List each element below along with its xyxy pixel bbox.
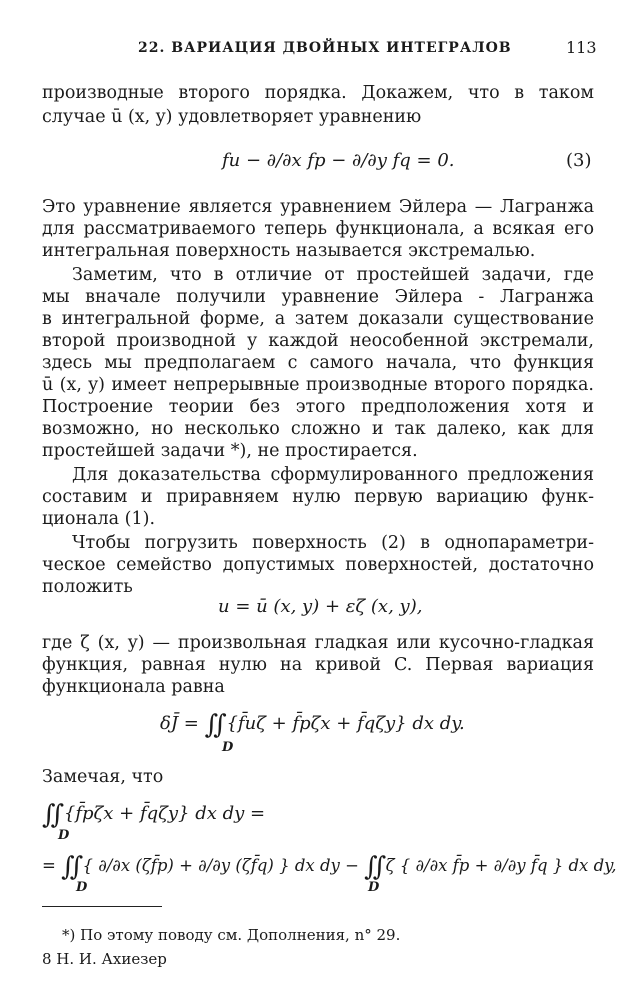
text-line: ū (x, y) имеет непрерывные производные второго порядка.: [42, 375, 594, 395]
footnote-rule: [42, 906, 162, 907]
equation-part-b: { ∂/∂x (ζf̄p) + ∂/∂y (ζf̄q) } dx dy −: [82, 856, 359, 875]
text-line: для рассматриваемого теперь функционала, а всякая его: [42, 219, 594, 239]
equation-first-variation: [160, 710, 465, 740]
double-integral-sign: ∬: [364, 852, 381, 882]
double-integral-sign: ∬: [61, 852, 78, 882]
equation-u: u = ū (x, y) + εζ (x, y),: [218, 596, 423, 617]
text-line: производные второго порядка. Докажем, что в таком: [42, 83, 594, 103]
domain-label: D: [58, 828, 70, 843]
text-line: функция, равная нулю на кривой C. Первая вариация: [42, 655, 594, 675]
equation-rhs: {f̄uζ + f̄pζx + f̄qζy} dx dy.: [226, 713, 465, 734]
equation-integral-2: [42, 852, 617, 882]
equation-3: fu − ∂/∂x fp − ∂/∂y fq = 0.: [222, 150, 455, 171]
text-line: где ζ (x, y) — произвольная гладкая или кусочно-гладкая: [42, 633, 594, 653]
text-line: Замечая, что: [42, 767, 164, 787]
text-line: Для доказательства сформулированного предложения: [72, 465, 594, 485]
page-number: 113: [566, 38, 597, 57]
text-line: Построение теории без этого предположения хотя и: [42, 397, 594, 417]
equation-eq-sign: =: [42, 856, 62, 875]
equation-number: (3): [566, 150, 592, 171]
footnote: *) По этому поводу см. Дополнения, n° 29.: [62, 926, 401, 944]
text-line: возможно, но несколько сложно и так далеко, как для: [42, 419, 594, 439]
text-line: Чтобы погрузить поверхность (2) в однопараметри-: [72, 533, 594, 553]
equation-text: {f̄pζx + f̄qζy} dx dy =: [63, 803, 266, 824]
text-line: интегральная поверхность называется экстремалью.: [42, 241, 536, 261]
text-line: здесь мы предполагаем с самого начала, что функция: [42, 353, 594, 373]
equation-part-c: ζ { ∂/∂x f̄p + ∂/∂y f̄q } dx dy,: [385, 856, 617, 875]
text-line: Заметим, что в отличие от простейшей задачи, где: [72, 265, 594, 285]
running-header: 22. ВАРИАЦИЯ ДВОЙНЫХ ИНТЕГРАЛОВ: [138, 40, 512, 56]
domain-label: D: [222, 740, 234, 755]
text-line: функционала равна: [42, 677, 225, 697]
text-line: составим и приравняем нулю первую вариацию функ-: [42, 487, 594, 507]
equation-integral-1: [42, 800, 265, 830]
text-line: ческое семейство допустимых поверхностей, достаточно: [42, 555, 594, 575]
domain-label: D: [76, 880, 88, 895]
domain-label: D: [368, 880, 380, 895]
equation-lhs: δJ̄ =: [160, 713, 199, 734]
text-line: второй производной у каждой неособенной экстремали,: [42, 331, 594, 351]
text-line: простейшей задачи *), не простирается.: [42, 441, 418, 461]
text-line: мы вначале получили уравнение Эйлера - Лагранжа: [42, 287, 594, 307]
text-line: случае ū (x, y) удовлетворяет уравнению: [42, 107, 422, 127]
text-line: Это уравнение является уравнением Эйлера — Лагранжа: [42, 197, 594, 217]
text-line: ционала (1).: [42, 509, 156, 529]
double-integral-sign: ∬: [42, 800, 59, 830]
text-line: положить: [42, 577, 133, 597]
text-line: в интегральной форме, а затем доказали существование: [42, 309, 594, 329]
signature-mark: 8 Н. И. Ахиезер: [42, 950, 167, 968]
double-integral-sign: ∬: [204, 710, 221, 740]
